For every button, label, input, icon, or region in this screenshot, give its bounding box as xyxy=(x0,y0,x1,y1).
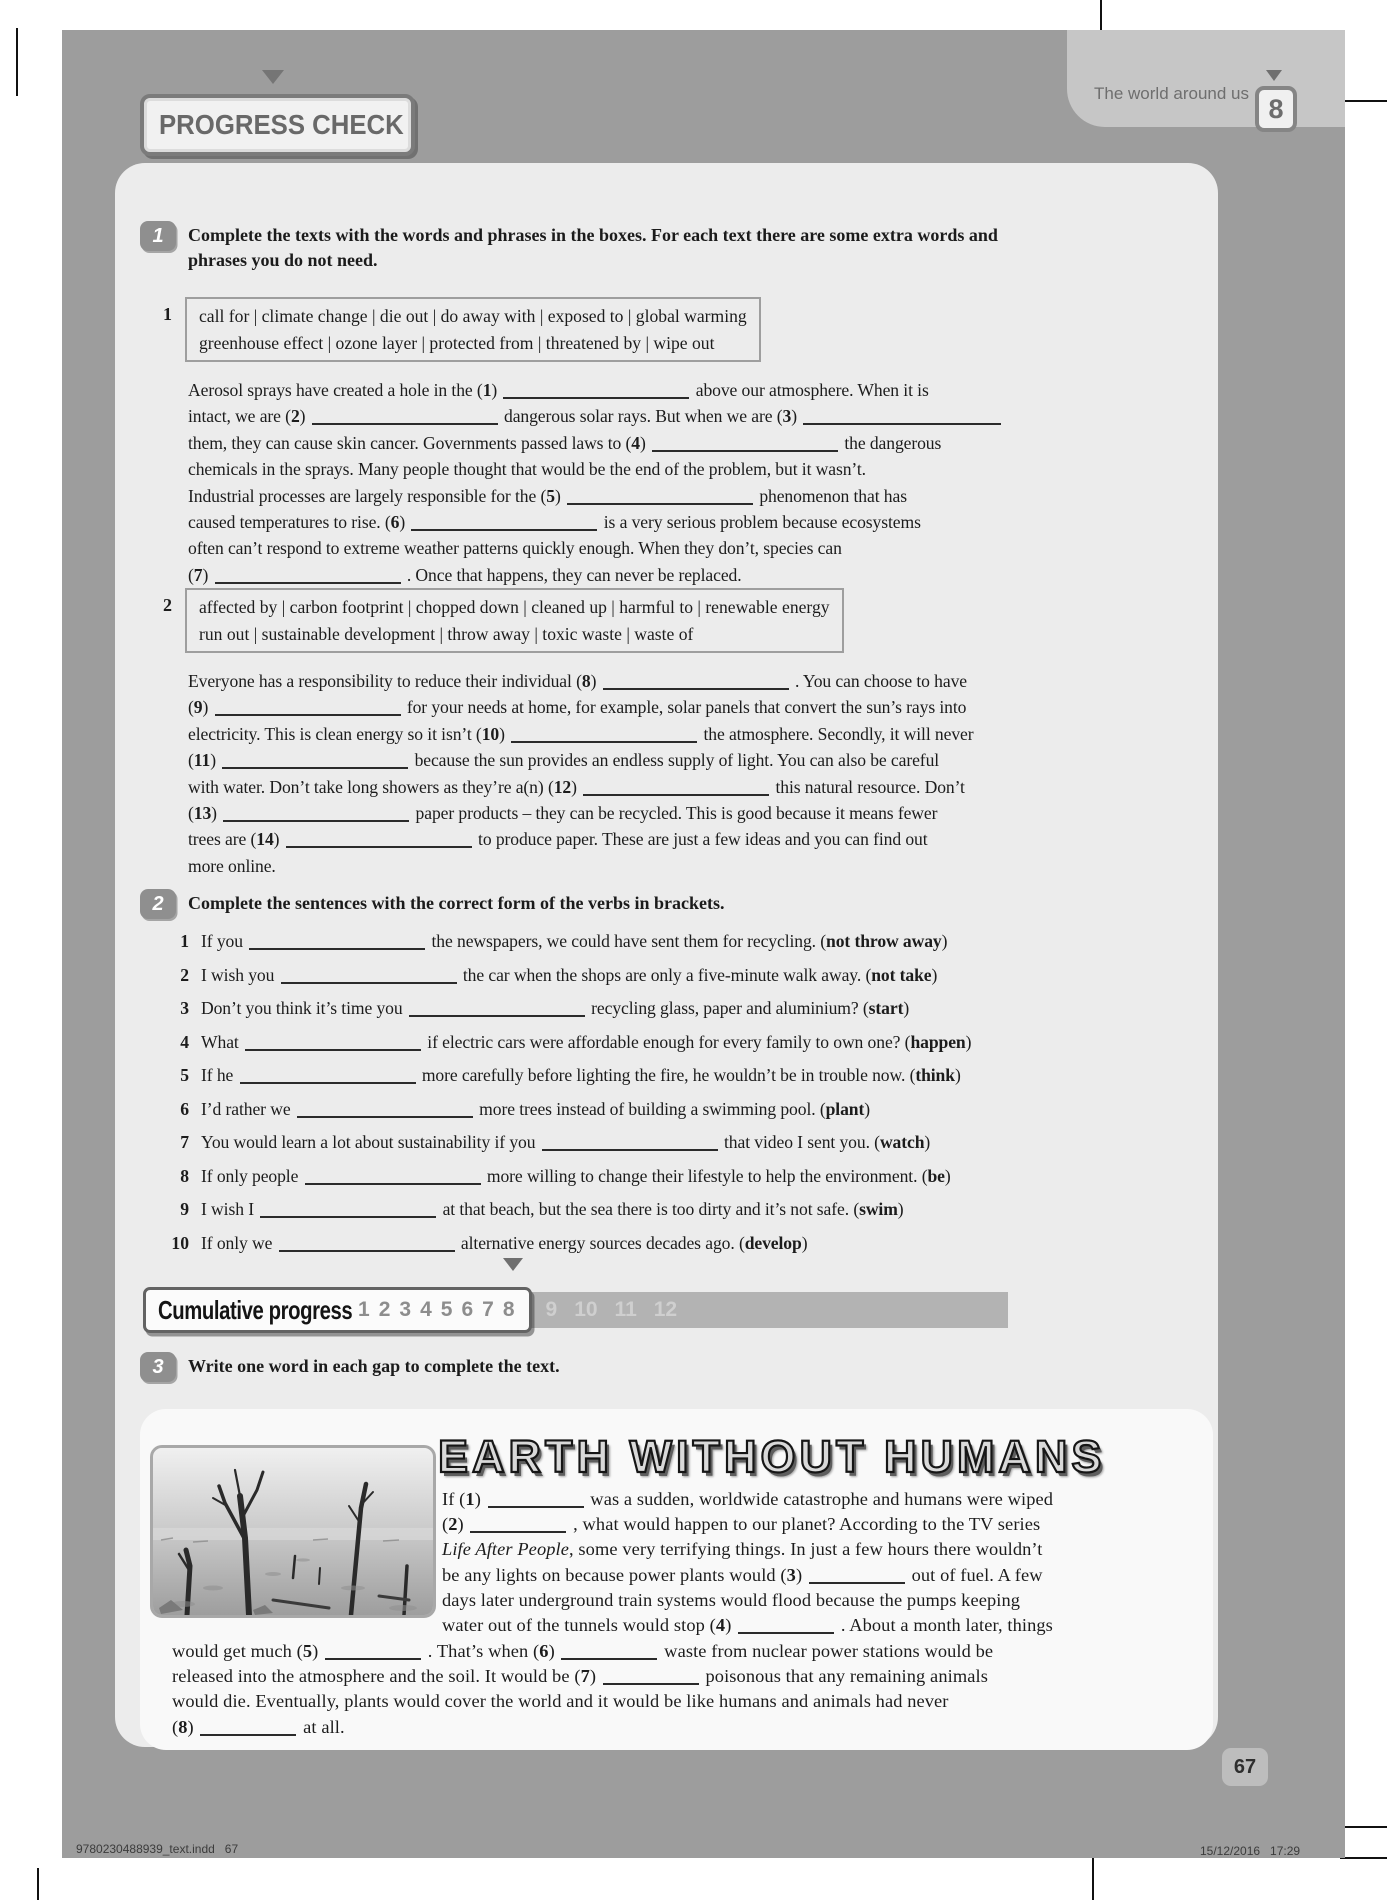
sentence-item xyxy=(163,1062,971,1088)
sentence-text: I wish I at that beach, but the sea there is too dirty and it’s not safe. (swim) xyxy=(201,1199,904,1219)
answer-gap[interactable] xyxy=(305,1171,481,1185)
verb-hint: (start) xyxy=(862,998,910,1018)
text-line: would get much (5) . That’s when (6) waste from nuclear power stations would be xyxy=(172,1641,994,1661)
cumulative-progress-title-wrap xyxy=(158,1295,354,1326)
text-line: (9) for your needs at home, for example, solar panels that convert the sun’s rays into xyxy=(188,697,967,718)
verb-hint: (plant) xyxy=(819,1098,870,1119)
gap-number: (9) xyxy=(188,697,213,718)
exercise3-header xyxy=(140,1352,1028,1382)
progress-units-done xyxy=(358,1298,515,1322)
answer-gap[interactable] xyxy=(511,729,697,743)
sentence-item xyxy=(163,962,971,988)
triangle-down-icon xyxy=(1266,70,1282,81)
answer-gap[interactable] xyxy=(279,1238,455,1252)
unit-title: The world around us xyxy=(1094,84,1249,103)
exercise3-text-full xyxy=(172,1639,993,1740)
gap-number: (8) xyxy=(172,1716,199,1737)
gap-number: (3) xyxy=(780,1564,807,1585)
answer-gap[interactable] xyxy=(603,1671,699,1685)
article-title: EARTH WITHOUT HUMANS xyxy=(438,1431,1106,1482)
answer-gap[interactable] xyxy=(240,1070,416,1084)
sentence-text: What if electric cars were affordable enough for every family to own one? (happen) xyxy=(201,1031,972,1052)
answer-gap[interactable] xyxy=(809,1570,905,1584)
answer-gap[interactable] xyxy=(803,411,1001,425)
word-box-1 xyxy=(185,297,761,362)
exercise-number-badge: 2 xyxy=(140,889,176,919)
unit-tab xyxy=(1067,30,1345,127)
gap-number: (6) xyxy=(533,1641,560,1661)
gap-number: (2) xyxy=(442,1514,469,1535)
word-box-line: run out | sustainable development | throw away | toxic waste | waste of xyxy=(199,623,694,644)
answer-gap[interactable] xyxy=(200,1722,296,1736)
word-box-label: 2 xyxy=(163,595,172,615)
crop-mark xyxy=(16,28,18,96)
text-line: often can’t respond to extreme weather patterns quickly enough. When they don’t, species can xyxy=(188,538,842,559)
gap-number: (1) xyxy=(476,380,502,400)
answer-gap[interactable] xyxy=(488,1494,584,1508)
gap-number: (1) xyxy=(459,1489,486,1509)
text-line: (7) . Once that happens, they can never be replaced. xyxy=(188,564,742,585)
sentence-text: I’d rather we more trees instead of building a swimming pool. (plant) xyxy=(201,1098,870,1119)
answer-gap[interactable] xyxy=(583,782,769,796)
text-line: Industrial processes are largely responsible for the (5) phenomenon that has xyxy=(188,485,907,506)
gap-number: (12) xyxy=(547,776,582,797)
text-line: days later underground train systems would flood because the pumps keeping xyxy=(442,1589,1021,1610)
verb-hint: (develop) xyxy=(738,1232,808,1253)
exercise-number-badge: 3 xyxy=(140,1352,176,1382)
verb-hint: (think) xyxy=(909,1065,961,1085)
text-line: water out of the tunnels would stop (4) . About a month later, things xyxy=(442,1615,1053,1636)
exercise3-text-column xyxy=(442,1487,1053,1638)
word-box-2-row xyxy=(163,588,844,653)
gap-number: (4) xyxy=(625,432,651,453)
book-page xyxy=(62,30,1345,1858)
word-box-1-row xyxy=(163,297,761,362)
verb-hint: (watch) xyxy=(874,1132,931,1152)
item-number: 1 xyxy=(180,931,189,951)
answer-gap[interactable] xyxy=(245,1037,421,1051)
verb-hint: (be) xyxy=(921,1165,951,1186)
answer-gap[interactable] xyxy=(281,970,457,984)
page-title-label: PROGRESS CHECK xyxy=(159,109,404,140)
cumulative-progress-box xyxy=(143,1287,532,1333)
answer-gap[interactable] xyxy=(652,438,838,452)
answer-gap[interactable] xyxy=(503,385,689,399)
answer-gap[interactable] xyxy=(286,834,472,848)
content-panel xyxy=(115,163,1218,1747)
exercise-number-badge: 1 xyxy=(140,221,176,251)
verb-hint: (not take) xyxy=(865,964,938,985)
text-line: released into the atmosphere and the soil. It would be (7) poisonous that any remaining animals xyxy=(172,1666,988,1687)
answer-gap[interactable] xyxy=(215,570,401,584)
sentence-item xyxy=(163,1029,971,1055)
gap-number: (13) xyxy=(188,803,222,824)
progress-unit-number: 4 xyxy=(420,1298,432,1321)
answer-gap[interactable] xyxy=(215,702,401,716)
text-line: be any lights on because power plants would (3) out of fuel. A few xyxy=(442,1564,1043,1585)
answer-gap[interactable] xyxy=(561,1646,657,1660)
gap-number: (5) xyxy=(296,1641,324,1661)
triangle-down-icon xyxy=(262,70,284,84)
item-number: 8 xyxy=(180,1165,189,1186)
sentence-item xyxy=(163,1230,971,1256)
answer-gap[interactable] xyxy=(567,491,753,505)
text-line: caused temperatures to rise. (6) is a very serious problem because ecosystems xyxy=(188,512,921,533)
gap-number: (14) xyxy=(250,829,284,850)
word-box-label: 1 xyxy=(163,304,172,324)
progress-unit-number: 12 xyxy=(653,1298,678,1321)
text-line: trees are (14) to produce paper. These are just a few ideas and you can find out xyxy=(188,829,928,850)
text-line: intact, we are (2) dangerous solar rays. But when we are (3) xyxy=(188,403,1003,429)
sentence-item xyxy=(163,1129,971,1155)
item-number: 9 xyxy=(180,1199,189,1219)
text-line: Aerosol sprays have created a hole in the (1) above our atmosphere. When it is xyxy=(188,380,929,400)
progress-unit-number: 9 xyxy=(545,1298,558,1321)
triangle-down-icon xyxy=(503,1258,523,1271)
gap-number: (11) xyxy=(188,750,221,771)
sentence-text: If only we alternative energy sources decades ago. (develop) xyxy=(201,1232,808,1253)
photo-illustration xyxy=(153,1448,433,1615)
sentence-text: If you the newspapers, we could have sent them for recycling. (not throw away) xyxy=(201,931,948,951)
text-line: If (1) was a sudden, worldwide catastrophe and humans were wiped xyxy=(442,1489,1054,1509)
text-line: electricity. This is clean energy so it isn’t (10) the atmosphere. Secondly, it will never xyxy=(188,723,974,744)
exercise3-instructions: Write one word in each gap to complete the text. xyxy=(188,1356,560,1376)
progress-unit-number: 3 xyxy=(399,1298,412,1321)
gap-number: (3) xyxy=(776,406,802,427)
verb-hint: (happen) xyxy=(904,1031,972,1052)
item-number: 3 xyxy=(180,998,189,1018)
progress-unit-number: 7 xyxy=(482,1298,494,1321)
sentence-text: I wish you the car when the shops are only a five-minute walk away. (not take) xyxy=(201,964,938,985)
progress-unit-number: 5 xyxy=(440,1298,453,1321)
text-line: would die. Eventually, plants would cover the world and it would be like humans and animals had never xyxy=(172,1691,949,1712)
gap-number: (5) xyxy=(540,485,566,506)
text-line: Life After People, some very terrifying things. In just a few hours there wouldn’t xyxy=(442,1539,1043,1560)
sentence-text: If he more carefully before lighting the fire, he wouldn’t be in trouble now. (think) xyxy=(201,1065,961,1085)
verb-hint: (not throw away) xyxy=(820,931,948,951)
exercise1-text1 xyxy=(188,377,1003,588)
answer-gap[interactable] xyxy=(409,1003,585,1017)
answer-gap[interactable] xyxy=(297,1104,473,1118)
italic-text: Life After People xyxy=(442,1539,570,1560)
word-box-line: greenhouse effect | ozone layer | protected from | threatened by | wipe out xyxy=(199,332,715,353)
answer-gap[interactable] xyxy=(470,1519,566,1533)
answer-gap[interactable] xyxy=(542,1137,718,1151)
gap-number: (8) xyxy=(576,671,601,691)
progress-unit-number: 2 xyxy=(378,1298,391,1321)
exercise1-text2 xyxy=(188,668,974,879)
crop-mark xyxy=(37,1868,39,1900)
sentence-text: You would learn a lot about sustainability if you that video I sent you. (watch) xyxy=(201,1132,931,1152)
word-box-line: affected by | carbon footprint | chopped down | cleaned up | harmful to | renewable energy xyxy=(199,597,830,617)
sentence-item xyxy=(163,995,971,1021)
sentence-item xyxy=(163,1163,971,1189)
footer-file-info: 9780230488939_text.indd 67 xyxy=(76,1842,239,1856)
gap-number: (7) xyxy=(188,564,213,585)
answer-gap[interactable] xyxy=(738,1620,834,1634)
text-line: (11) because the sun provides an endless supply of light. You can also be careful xyxy=(188,750,940,771)
item-number: 6 xyxy=(180,1098,189,1119)
gap-number: (7) xyxy=(574,1666,601,1687)
cumulative-progress-title: Cumulative progress xyxy=(158,1294,353,1325)
answer-gap[interactable] xyxy=(260,1204,436,1218)
cumulative-progress xyxy=(143,1287,1008,1333)
crop-mark xyxy=(1340,1857,1387,1859)
sentence-item xyxy=(163,928,971,954)
exercise2-instructions: Complete the sentences with the correct form of the verbs in brackets. xyxy=(188,893,725,913)
page-number-badge: 67 xyxy=(1222,1748,1268,1786)
progress-unit-number: 1 xyxy=(358,1298,370,1321)
gap-number: (4) xyxy=(709,1615,737,1636)
answer-gap[interactable] xyxy=(222,755,408,769)
exercise2-list xyxy=(163,928,971,1263)
text-line: with water. Don’t take long showers as they’re a(n) (12) this natural resource. Don’t xyxy=(188,776,965,797)
gap-number: (10) xyxy=(475,723,510,744)
answer-gap[interactable] xyxy=(411,517,597,531)
answer-gap[interactable] xyxy=(312,411,498,425)
exercise1-header xyxy=(140,221,1028,273)
progress-unit-number: 8 xyxy=(502,1298,515,1321)
exercise3-panel xyxy=(140,1409,1213,1750)
exercise2-header xyxy=(140,889,1028,919)
progress-unit-number: 10 xyxy=(574,1298,598,1321)
answer-gap[interactable] xyxy=(603,676,789,690)
text-line: chemicals in the sprays. Many people thought that would be the end of the problem, but it wasn’t. xyxy=(188,459,866,480)
item-number: 5 xyxy=(180,1065,189,1085)
answer-gap[interactable] xyxy=(223,808,409,822)
page-title xyxy=(140,94,415,156)
answer-gap[interactable] xyxy=(249,936,425,950)
item-number: 7 xyxy=(180,1132,189,1152)
verb-hint: (swim) xyxy=(853,1199,904,1219)
dead-trees-photo xyxy=(150,1445,436,1618)
text-line: (8) at all. xyxy=(172,1716,345,1737)
item-number: 4 xyxy=(180,1031,189,1052)
sentence-item xyxy=(163,1096,971,1122)
word-box-2 xyxy=(185,588,844,653)
item-number: 2 xyxy=(180,964,189,985)
gap-number: (2) xyxy=(285,406,310,427)
gap-number: (6) xyxy=(384,512,410,533)
word-box-line: call for | climate change | die out | do away with | exposed to | global warming xyxy=(199,306,747,326)
text-line: Everyone has a responsibility to reduce their individual (8) . You can choose to have xyxy=(188,671,967,691)
text-line: (13) paper products – they can be recycled. This is good because it means fewer xyxy=(188,803,938,824)
sentence-item xyxy=(163,1196,971,1222)
item-number: 10 xyxy=(171,1232,189,1253)
sentence-text: If only people more willing to change their lifestyle to help the environment. (be) xyxy=(201,1165,951,1186)
answer-gap[interactable] xyxy=(325,1646,421,1660)
footer-timestamp: 15/12/2016 17:29 xyxy=(1200,1844,1301,1858)
text-line: more online. xyxy=(188,855,276,876)
progress-unit-number: 11 xyxy=(614,1298,637,1321)
progress-units-upcoming xyxy=(524,1292,1009,1328)
exercise1-instructions: Complete the texts with the words and phrases in the boxes. For each text there are some extra words and phrases you do not need. xyxy=(188,225,998,270)
progress-unit-number: 6 xyxy=(461,1298,474,1321)
unit-number-badge: 8 xyxy=(1255,86,1297,132)
sentence-text: Don’t you think it’s time you recycling glass, paper and aluminium? (start) xyxy=(201,998,910,1018)
text-line: them, they can cause skin cancer. Governments passed laws to (4) the dangerous xyxy=(188,432,942,453)
text-line: (2) , what would happen to our planet? According to the TV series xyxy=(442,1514,1041,1535)
